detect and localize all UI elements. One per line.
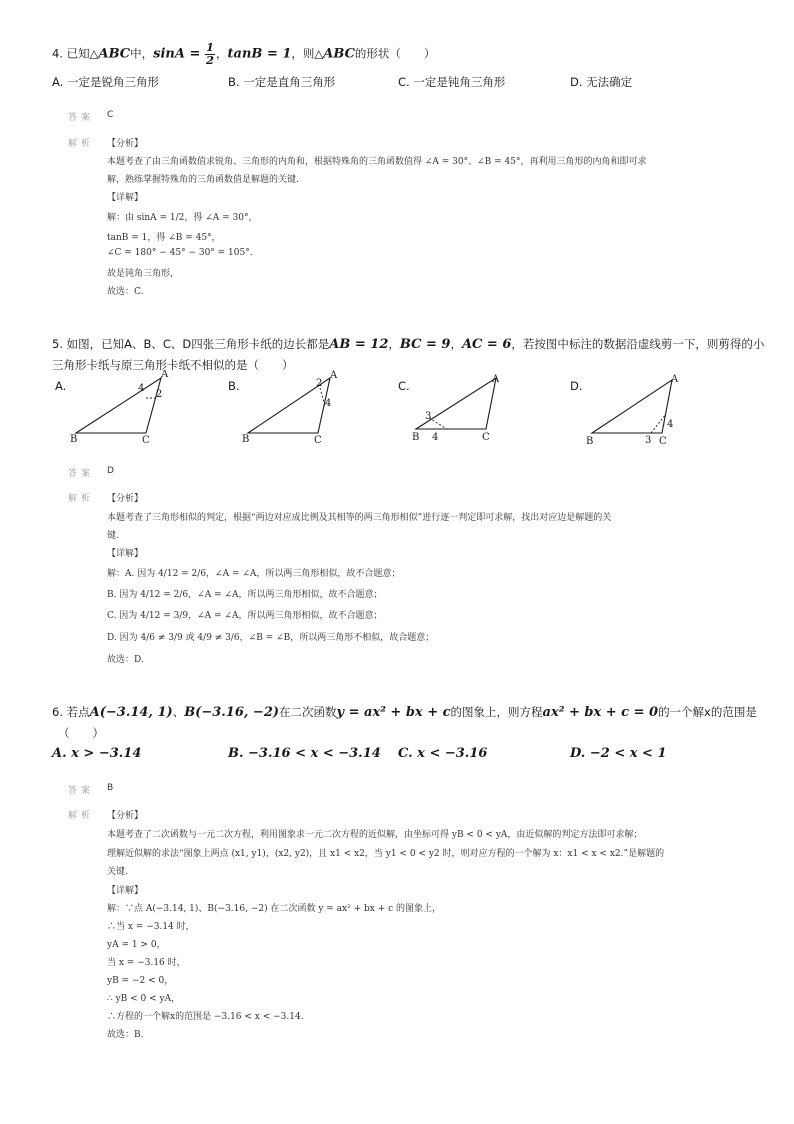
- triangle-outline: [76, 378, 161, 433]
- q5-math-bc: BC = 9: [399, 337, 451, 352]
- length-label: 2: [316, 378, 323, 389]
- q6-analysis-line: 故选：B.: [107, 1030, 144, 1040]
- q5-figure-a: [60, 370, 180, 445]
- q4-analysis-line: 故选：C.: [107, 287, 144, 297]
- q5-stem-line2: 三角形卡纸与原三角形卡纸不相似的是（ ）: [52, 358, 294, 372]
- q5-option-a[interactable]: A.: [55, 379, 67, 393]
- q6-math-equation: ax² + bx + c = 0: [542, 705, 659, 720]
- q5-analysis-label: 解析: [68, 494, 95, 504]
- length-label: 4: [432, 432, 439, 443]
- q4-math-sin: sinA =: [153, 46, 201, 62]
- q6-option-a[interactable]: A. x > −3.14: [52, 746, 142, 761]
- q4-analysis-line: 故是钝角三角形，: [107, 269, 180, 279]
- q4-answer-value: C: [107, 110, 114, 120]
- q5-analysis-line: D. 因为 4/6 ≠ 3/9 或 4/9 ≠ 3/6，∠B = ∠B，所以两三角形不相似，故合题意；: [107, 633, 435, 643]
- q4-option-a[interactable]: A. 一定是锐角三角形: [52, 75, 159, 89]
- vertex-label-b: B: [586, 436, 594, 445]
- q6-option-d[interactable]: D. −2 < x < 1: [570, 746, 667, 761]
- q4-analysis-line: 本题考查了由三角函数值求锐角、三角形的内角和，根据特殊角的三角函数值得 ∠A = 30°、∠B = 45°，再利用三角形的内角和即可求: [107, 157, 647, 167]
- q5-analysis-line: 【分析】: [107, 494, 144, 504]
- q4-option-c[interactable]: C. 一定是钝角三角形: [398, 75, 506, 89]
- q4-text: 中，: [130, 46, 154, 61]
- q6-stem-line1: 6. 若点A(−3.14, 1)、B(−3.16, −2)在二次函数y = ax² + bx + c的图象上，则方程ax² + bx + c = 0的一个解x的范围是: [52, 705, 757, 720]
- q4-math-abc: ABC: [323, 46, 355, 62]
- q4-math-tan: tanB = 1: [227, 46, 292, 62]
- q5-figure-d: [582, 370, 702, 445]
- q4-option-b[interactable]: B. 一定是直角三角形: [228, 75, 336, 89]
- q6-analysis-line: ∴当 x = −3.14 时，: [107, 922, 195, 932]
- q4-text: 4. 已知△: [52, 46, 99, 61]
- q6-math-function: y = ax² + bx + c: [336, 705, 451, 720]
- vertex-label-a: A: [492, 374, 500, 385]
- length-label: 4: [667, 419, 674, 430]
- q5-analysis-line: B. 因为 4/12 = 2/6，∠A = ∠A，所以两三角形相似，故不合题意；: [107, 590, 383, 600]
- q4-option-d[interactable]: D. 无法确定: [570, 75, 633, 89]
- q6-stem-line2: （ ）: [58, 726, 104, 740]
- q6-analysis-line: ∴方程的一个解x的范围是 −3.16 < x < −3.14.: [107, 1012, 304, 1022]
- q4-analysis-line: 【详解】: [107, 193, 144, 203]
- q5-answer-label: 答案: [68, 469, 95, 479]
- q6-analysis-line: 关键.: [107, 867, 128, 877]
- q4-analysis-line: 【分析】: [107, 139, 144, 149]
- q5-analysis-line: 本题考查了三角形相似的判定，根据“两边对应成比例及其相等的两三角形相似”进行逐一判定即可求解，找出对应边是解题的关: [107, 513, 612, 523]
- q6-analysis-line: 当 x = −3.16 时，: [107, 958, 186, 968]
- q6-analysis-line: 【分析】: [107, 811, 144, 821]
- q6-analysis-line: yB = −2 < 0，: [107, 976, 174, 986]
- vertex-label-b: B: [242, 434, 250, 445]
- q4-analysis-line: 解：由 sinA = 1/2，得 ∠A = 30°，: [107, 213, 258, 223]
- vertex-label-a: A: [330, 370, 338, 381]
- q5-figure-b: [232, 370, 352, 445]
- length-label: 2: [156, 389, 163, 400]
- q4-answer-label: 答案: [68, 113, 95, 123]
- q4-text: 的形状（ ）: [354, 46, 436, 61]
- vertex-label-a: A: [671, 374, 679, 385]
- q6-analysis-line: ∴ yB < 0 < yA，: [107, 994, 181, 1004]
- vertex-label-a: A: [161, 370, 169, 380]
- q5-math-ac: AC = 6: [461, 337, 512, 352]
- q4-analysis-line: tanB = 1，得 ∠B = 45°，: [107, 233, 221, 243]
- q4-analysis-line: ∠C = 180° − 45° − 30° = 105°.: [107, 248, 253, 258]
- length-label: 3: [425, 411, 432, 422]
- q6-option-b[interactable]: B. −3.16 < x < −3.14: [228, 746, 381, 761]
- q5-analysis-line: 键.: [107, 531, 119, 541]
- vertex-label-c: C: [482, 432, 490, 443]
- q6-math-point-b: B(−3.16, −2): [184, 705, 280, 720]
- q5-answer-value: D: [107, 466, 114, 476]
- triangle-outline: [592, 380, 672, 433]
- q5-option-d[interactable]: D.: [570, 379, 583, 393]
- q5-analysis-line: 故选：D.: [107, 655, 144, 665]
- vertex-label-c: C: [659, 436, 667, 445]
- vertex-label-b: B: [70, 434, 78, 445]
- q5-figure-c: [406, 370, 526, 445]
- q4-text: ，则△: [291, 46, 324, 61]
- q6-analysis-line: 理解近似解的求法“图象上两点 (x1, y1)，(x2, y2)，且 x1 < x2，当 y1 < 0 < y2 时，则对应方程的一个解为 x：x1 < x < x2.”是解题的: [107, 849, 665, 859]
- vertex-label-b: B: [412, 432, 420, 443]
- q6-analysis-line: 【详解】: [107, 886, 144, 896]
- q4-math-abc: ABC: [98, 46, 131, 62]
- vertex-label-c: C: [142, 435, 150, 445]
- q6-option-c[interactable]: C. x < −3.16: [398, 746, 488, 761]
- length-label: 3: [645, 435, 652, 445]
- q5-math-ab: AB = 12: [329, 337, 389, 352]
- q4-stem: 4. 已知△ABC中，sinA = $\frac{1}{2}$ ，tanB = 1，则△ABC的形状（ ）: [52, 40, 436, 67]
- cut-line: [429, 418, 447, 429]
- q6-math-point-a: A(−3.14, 1): [89, 705, 173, 720]
- vertex-label-c: C: [314, 435, 322, 445]
- q6-analysis-line: 解：∵点 A(−3.14, 1)、B(−3.16, −2) 在二次函数 y = ax² + bx + c 的图象上，: [107, 904, 441, 914]
- q6-answer-value: B: [107, 783, 114, 793]
- q5-analysis-line: 【详解】: [107, 549, 144, 559]
- q5-analysis-line: 解：A. 因为 4/12 = 2/6，∠A = ∠A，所以两三角形相似，故不合题意；: [107, 569, 401, 579]
- q6-analysis-line: yA = 1 > 0，: [107, 940, 166, 950]
- q6-analysis-line: 本题考查了二次函数与一元二次方程，利用图象求一元二次方程的近似解，由坐标可得 yB < 0 < yA，由近似解的判定方法即可求解；: [107, 830, 643, 840]
- q6-analysis-label: 解析: [68, 811, 95, 821]
- q5-option-c[interactable]: C.: [398, 379, 410, 393]
- length-label: 4: [138, 383, 145, 394]
- q4-fraction: $\frac{1}{2}$: [206, 40, 215, 67]
- q5-option-b[interactable]: B.: [228, 379, 240, 393]
- length-label: 4: [325, 398, 332, 409]
- q6-answer-label: 答案: [68, 786, 95, 796]
- q4-analysis-line: 解，熟练掌握特殊角的三角函数值是解题的关键.: [107, 175, 299, 185]
- q4-analysis-label: 解析: [68, 139, 95, 149]
- q5-analysis-line: C. 因为 4/12 = 3/9，∠A = ∠A，所以两三角形相似，故不合题意；: [107, 611, 383, 621]
- q5-stem-line1: 5. 如图，已知A、B、C、D四张三角形卡纸的边长都是AB = 12，BC = 9，AC = 6，若按图中标注的数据沿虚线剪一下，则剪得的小: [52, 337, 765, 352]
